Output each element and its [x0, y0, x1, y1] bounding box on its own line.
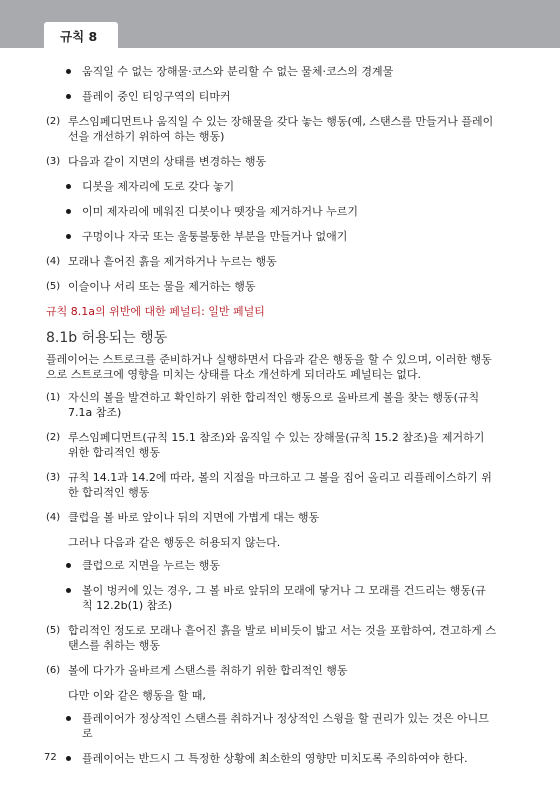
page-number: 72 — [44, 752, 57, 763]
item-text: 자신의 볼을 발견하고 확인하기 위한 합리적인 행동으로 올바르게 볼을 찾는 행동(규칙 7.1a 참조) — [68, 391, 480, 419]
item-text: 합리적인 정도로 모래나 흩어진 흙을 발로 비비듯이 밟고 서는 것을 포함하여, 견고하게 스탠스를 취하는 행동 — [68, 624, 496, 652]
item-text: 이슬이나 서리 또는 물을 제거하는 행동 — [68, 280, 256, 293]
item-number: (4) — [46, 512, 61, 523]
numbered-item — [46, 623, 496, 653]
item-number: (1) — [46, 392, 61, 403]
bullet-icon — [66, 94, 71, 99]
bullet-icon — [66, 69, 71, 74]
however-note: 다만 이와 같은 행동을 할 때, — [68, 689, 206, 702]
item-text: 모래나 흩어진 흙을 제거하거나 누르는 행동 — [68, 255, 277, 268]
item-number: (4) — [46, 256, 61, 267]
item-text: 루스임페디먼트나 움직일 수 있는 장해물을 갖다 놓는 행동(예, 스탠스를 만들거나 플레이 선을 개선하기 위하여 하는 행동) — [68, 115, 494, 143]
list-item: 이미 제자리에 메워진 디봇이나 뗏장을 제거하거나 누르기 — [46, 204, 496, 219]
numbered-item — [46, 430, 496, 460]
numbered-item — [46, 114, 496, 144]
numbered-item — [46, 510, 496, 525]
list-item: 디봇을 제자리에 도로 갖다 놓기 — [46, 179, 496, 194]
list-item: 플레이 중인 티잉구역의 티마커 — [46, 89, 496, 104]
rule-tab-label: 규칙 8 — [60, 29, 98, 44]
numbered-item — [46, 279, 496, 294]
item-text: 규칙 14.1과 14.2에 따라, 볼의 지점을 마크하고 그 볼을 집어 올리고 리플레이스하기 위한 합리적인 행동 — [68, 471, 492, 499]
section-title: 8.1b 허용되는 행동 — [46, 330, 168, 346]
item-number: (3) — [46, 472, 61, 483]
item-text: 볼에 다가가 올바르게 스탠스를 취하기 위한 합리적인 행동 — [68, 664, 348, 677]
item-text: 클럽을 볼 바로 앞이나 뒤의 지면에 가볍게 대는 행동 — [68, 511, 320, 524]
list-item: 구멍이나 자국 또는 울퉁불퉁한 부분을 만들거나 없애기 — [46, 229, 496, 244]
bullet-icon — [66, 756, 71, 761]
however-note: 그러나 다음과 같은 행동은 허용되지 않는다. — [68, 536, 281, 549]
item-number: (5) — [46, 281, 61, 292]
rule-tab — [44, 22, 118, 48]
list-item: 플레이어가 정상적인 스탠스를 취하거나 정상적인 스윙을 할 권리가 있는 것은 아니므로 — [46, 711, 496, 741]
item-number: (3) — [46, 156, 61, 167]
numbered-item — [46, 154, 496, 169]
page-content — [46, 64, 496, 776]
bullet-icon — [66, 209, 71, 214]
numbered-item — [46, 254, 496, 269]
bullet-icon — [66, 563, 71, 568]
bullet-icon — [66, 716, 71, 721]
intro-paragraph: 플레이어는 스트로크를 준비하거나 실행하면서 다음과 같은 행동을 할 수 있으며, 이러한 행동으로 스트로크에 영향을 미치는 상태를 다소 개선하게 되더라도 페널티는 없다. — [46, 353, 492, 381]
penalty-note: 규칙 8.1a의 위반에 대한 페널티: 일반 페널티 — [46, 305, 265, 318]
item-number: (2) — [46, 432, 61, 443]
bullet-icon — [66, 184, 71, 189]
numbered-item — [46, 390, 496, 420]
item-text: 루스임페디먼트(규칙 15.1 참조)와 움직일 수 있는 장해물(규칙 15.2 참조)을 제거하기 위한 합리적인 행동 — [68, 431, 485, 459]
item-number: (5) — [46, 625, 61, 636]
item-number: (2) — [46, 116, 61, 127]
numbered-item — [46, 470, 496, 500]
bullet-icon — [66, 588, 71, 593]
list-item: 플레이어는 반드시 그 특정한 상황에 최소한의 영향만 미치도록 주의하여야 한다. — [46, 751, 496, 766]
item-number: (6) — [46, 665, 61, 676]
numbered-item — [46, 663, 496, 678]
bullet-icon — [66, 234, 71, 239]
list-item: 볼이 벙커에 있는 경우, 그 볼 바로 앞뒤의 모래에 닿거나 그 모래를 건드리는 행동(규칙 12.2b(1) 참조) — [46, 583, 496, 613]
list-item: 클럽으로 지면을 누르는 행동 — [46, 558, 496, 573]
list-item: 움직일 수 없는 장해물·코스와 분리할 수 없는 물체·코스의 경계물 — [46, 64, 496, 79]
item-text: 다음과 같이 지면의 상태를 변경하는 행동 — [68, 155, 267, 168]
